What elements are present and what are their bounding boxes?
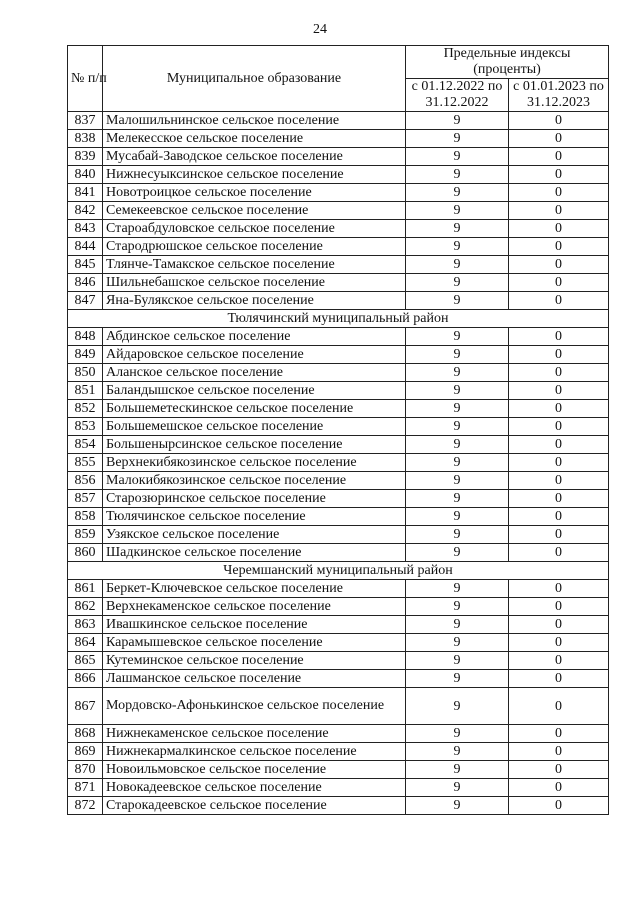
table-row: [68, 670, 609, 688]
header-indices: Предельные индексы (проценты): [406, 46, 609, 79]
index-2022: 9: [406, 346, 509, 364]
index-2023: 0: [509, 166, 609, 184]
index-2023: 0: [509, 274, 609, 292]
index-2022: 9: [406, 670, 509, 688]
header-municipality: Муниципальное образование: [103, 46, 406, 112]
index-2023: 0: [509, 598, 609, 616]
index-2023: 0: [509, 544, 609, 562]
row-number: 837: [68, 112, 103, 130]
row-number: 865: [68, 652, 103, 670]
indices-table: [67, 45, 609, 815]
table-row: [68, 652, 609, 670]
row-number: 852: [68, 400, 103, 418]
row-number: 863: [68, 616, 103, 634]
row-number: 846: [68, 274, 103, 292]
index-2023: 0: [509, 634, 609, 652]
table-row: [68, 598, 609, 616]
table-row: [68, 274, 609, 292]
index-2022: 9: [406, 130, 509, 148]
table-row: [68, 346, 609, 364]
index-2022: 9: [406, 382, 509, 400]
index-2022: 9: [406, 454, 509, 472]
row-number: 867: [68, 688, 103, 725]
index-2023: 0: [509, 616, 609, 634]
municipality-name: Мусабай-Заводское сельское поселение: [103, 148, 406, 166]
table-row: [68, 292, 609, 310]
index-2023: 0: [509, 580, 609, 598]
index-2023: 0: [509, 472, 609, 490]
table-row: [68, 616, 609, 634]
index-2022: 9: [406, 238, 509, 256]
table-row: [68, 130, 609, 148]
row-number: 851: [68, 382, 103, 400]
index-2023: 0: [509, 220, 609, 238]
row-number: 859: [68, 526, 103, 544]
municipality-name: Новоильмовское сельское поселение: [103, 761, 406, 779]
municipality-name: Абдинское сельское поселение: [103, 328, 406, 346]
table-row: [68, 184, 609, 202]
table-row: [68, 508, 609, 526]
index-2023: 0: [509, 112, 609, 130]
table-row: [68, 634, 609, 652]
table-row: [68, 743, 609, 761]
table-row: [68, 761, 609, 779]
municipality-name: Аланское сельское поселение: [103, 364, 406, 382]
index-2023: 0: [509, 418, 609, 436]
municipality-name: Верхнекибякозинское сельское поселение: [103, 454, 406, 472]
row-number: 844: [68, 238, 103, 256]
table-row: [68, 544, 609, 562]
index-2023: 0: [509, 364, 609, 382]
index-2022: 9: [406, 202, 509, 220]
index-2023: 0: [509, 436, 609, 454]
municipality-name: Большеметескинское сельское поселение: [103, 400, 406, 418]
municipality-name: Узякское сельское поселение: [103, 526, 406, 544]
index-2023: 0: [509, 202, 609, 220]
index-2023: 0: [509, 454, 609, 472]
index-2022: 9: [406, 743, 509, 761]
index-2023: 0: [509, 256, 609, 274]
municipality-name: Ивашкинское сельское поселение: [103, 616, 406, 634]
index-2022: 9: [406, 490, 509, 508]
municipality-name: Старокадеевское сельское поселение: [103, 797, 406, 815]
municipality-name: Семекеевское сельское поселение: [103, 202, 406, 220]
index-2022: 9: [406, 725, 509, 743]
table-row: [68, 364, 609, 382]
row-number: 872: [68, 797, 103, 815]
index-2023: 0: [509, 688, 609, 725]
municipality-name: Шадкинское сельское поселение: [103, 544, 406, 562]
index-2022: 9: [406, 616, 509, 634]
index-2023: 0: [509, 652, 609, 670]
district-row: [68, 310, 609, 328]
index-2022: 9: [406, 184, 509, 202]
index-2022: 9: [406, 418, 509, 436]
index-2022: 9: [406, 292, 509, 310]
table-row: [68, 382, 609, 400]
municipality-name: Баландышское сельское поселение: [103, 382, 406, 400]
municipality-name: Тлянче-Тамакское сельское поселение: [103, 256, 406, 274]
index-2022: 9: [406, 148, 509, 166]
index-2022: 9: [406, 400, 509, 418]
row-number: 839: [68, 148, 103, 166]
row-number: 841: [68, 184, 103, 202]
table-row: [68, 797, 609, 815]
index-2023: 0: [509, 400, 609, 418]
row-number: 857: [68, 490, 103, 508]
row-number: 861: [68, 580, 103, 598]
table-row: [68, 526, 609, 544]
municipality-name: Лашманское сельское поселение: [103, 670, 406, 688]
index-2023: 0: [509, 779, 609, 797]
municipality-name: Шильнебашское сельское поселение: [103, 274, 406, 292]
index-2023: 0: [509, 238, 609, 256]
row-number: 848: [68, 328, 103, 346]
row-number: 847: [68, 292, 103, 310]
index-2022: 9: [406, 580, 509, 598]
index-2022: 9: [406, 634, 509, 652]
district-name: Тюлячинский муниципальный район: [68, 310, 609, 328]
row-number: 860: [68, 544, 103, 562]
table-row: [68, 472, 609, 490]
index-2023: 0: [509, 670, 609, 688]
municipality-name: Нижнесуыксинское сельское поселение: [103, 166, 406, 184]
table-row: [68, 202, 609, 220]
index-2022: 9: [406, 328, 509, 346]
index-2023: 0: [509, 526, 609, 544]
index-2022: 9: [406, 779, 509, 797]
municipality-name: Мелекесское сельское поселение: [103, 130, 406, 148]
index-2023: 0: [509, 508, 609, 526]
index-2022: 9: [406, 761, 509, 779]
table-header-row-1: [68, 46, 609, 79]
index-2022: 9: [406, 166, 509, 184]
index-2022: 9: [406, 688, 509, 725]
index-2022: 9: [406, 274, 509, 292]
index-2022: 9: [406, 364, 509, 382]
row-number: 871: [68, 779, 103, 797]
table-row: [68, 779, 609, 797]
municipality-name: Мордовско-Афонькинское сельское поселение: [103, 688, 406, 725]
table-row: [68, 256, 609, 274]
row-number: 854: [68, 436, 103, 454]
index-2023: 0: [509, 292, 609, 310]
header-number: № п/п: [68, 46, 103, 112]
index-2023: 0: [509, 328, 609, 346]
row-number: 850: [68, 364, 103, 382]
row-number: 842: [68, 202, 103, 220]
municipality-name: Староабдуловское сельское поселение: [103, 220, 406, 238]
index-2023: 0: [509, 184, 609, 202]
municipality-name: Новокадеевское сельское поселение: [103, 779, 406, 797]
table-row: [68, 490, 609, 508]
index-2022: 9: [406, 652, 509, 670]
table-row: [68, 454, 609, 472]
table-row: [68, 220, 609, 238]
table-row: [68, 148, 609, 166]
row-number: 843: [68, 220, 103, 238]
municipality-name: Большемешское сельское поселение: [103, 418, 406, 436]
index-2023: 0: [509, 130, 609, 148]
municipality-name: Нижнекармалкинское сельское поселение: [103, 743, 406, 761]
district-row: [68, 562, 609, 580]
row-number: 866: [68, 670, 103, 688]
row-number: 849: [68, 346, 103, 364]
index-2023: 0: [509, 382, 609, 400]
table-row: [68, 580, 609, 598]
index-2023: 0: [509, 743, 609, 761]
index-2023: 0: [509, 346, 609, 364]
table-row: [68, 112, 609, 130]
row-number: 868: [68, 725, 103, 743]
municipality-name: Яна-Булякское сельское поселение: [103, 292, 406, 310]
table-row: [68, 328, 609, 346]
municipality-name: Нижнекаменское сельское поселение: [103, 725, 406, 743]
table-row: [68, 436, 609, 454]
index-2023: 0: [509, 148, 609, 166]
row-number: 840: [68, 166, 103, 184]
municipality-name: Айдаровское сельское поселение: [103, 346, 406, 364]
table-row: [68, 166, 609, 184]
municipality-name: Верхнекаменское сельское поселение: [103, 598, 406, 616]
row-number: 845: [68, 256, 103, 274]
index-2022: 9: [406, 508, 509, 526]
row-number: 855: [68, 454, 103, 472]
table-row: [68, 418, 609, 436]
row-number: 858: [68, 508, 103, 526]
index-2022: 9: [406, 598, 509, 616]
index-2022: 9: [406, 544, 509, 562]
index-2022: 9: [406, 472, 509, 490]
municipality-name: Тюлячинское сельское поселение: [103, 508, 406, 526]
municipality-name: Старозюринское сельское поселение: [103, 490, 406, 508]
page-number: 24: [313, 22, 327, 37]
table-row: [68, 688, 609, 725]
row-number: 869: [68, 743, 103, 761]
table-body: [68, 112, 609, 815]
municipality-name: Малошильнинское сельское поселение: [103, 112, 406, 130]
index-2023: 0: [509, 725, 609, 743]
row-number: 856: [68, 472, 103, 490]
index-2023: 0: [509, 761, 609, 779]
header-period-2022: с 01.12.2022 по 31.12.2022: [406, 79, 509, 112]
index-2022: 9: [406, 797, 509, 815]
municipality-name: Малокибякозинское сельское поселение: [103, 472, 406, 490]
row-number: 862: [68, 598, 103, 616]
index-2023: 0: [509, 797, 609, 815]
index-2022: 9: [406, 526, 509, 544]
municipality-name: Беркет-Ключевское сельское поселение: [103, 580, 406, 598]
row-number: 838: [68, 130, 103, 148]
row-number: 870: [68, 761, 103, 779]
table-row: [68, 725, 609, 743]
index-2022: 9: [406, 220, 509, 238]
table-row: [68, 238, 609, 256]
row-number: 853: [68, 418, 103, 436]
table-row: [68, 400, 609, 418]
municipality-name: Карамышевское сельское поселение: [103, 634, 406, 652]
index-2022: 9: [406, 112, 509, 130]
municipality-name: Стародрюшское сельское поселение: [103, 238, 406, 256]
municipality-name: Кутеминское сельское поселение: [103, 652, 406, 670]
row-number: 864: [68, 634, 103, 652]
index-2022: 9: [406, 436, 509, 454]
district-name: Черемшанский муниципальный район: [68, 562, 609, 580]
index-2022: 9: [406, 256, 509, 274]
index-2023: 0: [509, 490, 609, 508]
municipality-name: Новотроицкое сельское поселение: [103, 184, 406, 202]
header-period-2023: с 01.01.2023 по 31.12.2023: [509, 79, 609, 112]
municipality-name: Большенырсинское сельское поселение: [103, 436, 406, 454]
